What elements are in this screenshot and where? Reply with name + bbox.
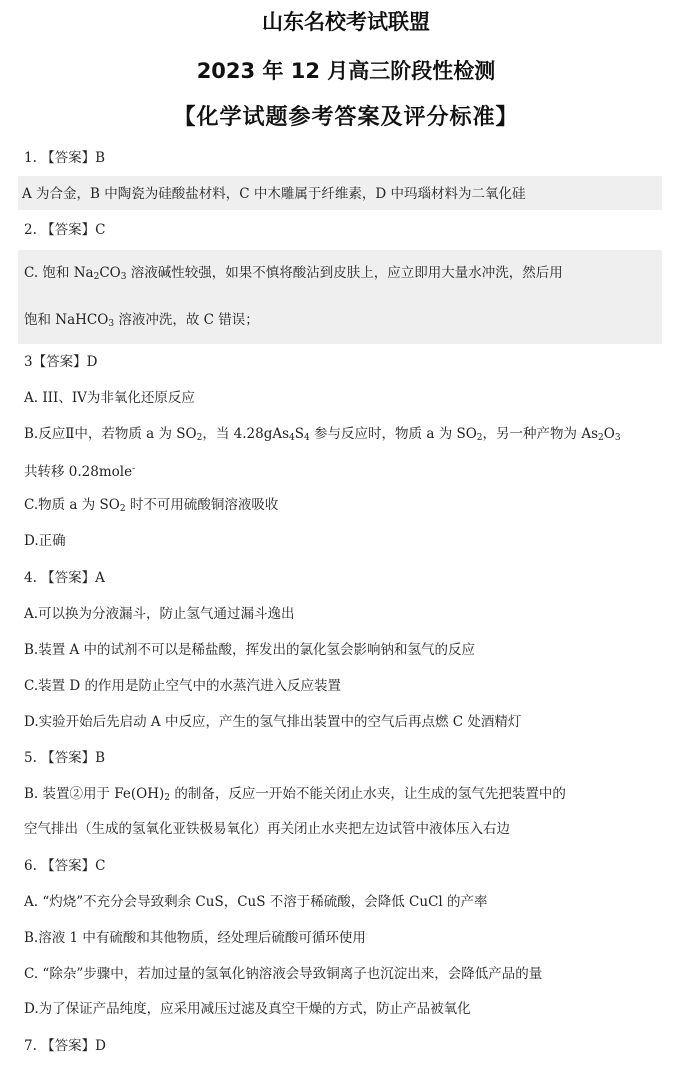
subscript: 3 [614, 433, 621, 443]
q4-option-a: A.可以换为分液漏斗，防止氢气通过漏斗逸出 [24, 606, 295, 622]
q4-option-b: B.装置 A 中的试剂不可以是稀盐酸，挥发出的氯化氢会影响钠和氢气的反应 [24, 642, 476, 658]
q3-option-b-line2 [24, 459, 135, 482]
text-segment: 饱和 NaHCO [24, 312, 109, 328]
q7-answer: 7. 【答案】D [24, 1038, 106, 1054]
q4-option-d: D.实验开始后先启动 A 中反应，产生的氢气排出装置中的空气后再点燃 C 处酒精灯 [24, 714, 522, 730]
text-segment: ，另一种产物为 As [482, 426, 598, 442]
text-segment: B.反应Ⅱ中，若物质 a 为 SO [24, 426, 197, 442]
q3-option-a: A. III、IV为非氧化还原反应 [24, 390, 195, 406]
text-segment: C. 饱和 Na [24, 265, 94, 281]
subscript: 2 [93, 272, 100, 282]
subscript: 2 [476, 433, 483, 443]
text-segment: 溶液碱性较强，如果不慎将酸沾到皮肤上，应立即用大量水冲洗，然后用 [126, 265, 563, 281]
q4-answer: 4. 【答案】A [24, 570, 105, 586]
q1-explanation: A 为合金，B 中陶瓷为硅酸盐材料，C 中木雕属于纤维素，D 中玛瑙材料为二氧化硅 [22, 186, 526, 202]
subscript: 4 [304, 433, 310, 443]
text-segment: 共转移 0.28mole [24, 464, 133, 480]
q3-option-c [24, 495, 278, 519]
q1-answer: 1. 【答案】B [24, 150, 106, 166]
q2-explanation-line1 [24, 263, 563, 287]
subscript: 2 [164, 793, 171, 803]
text-segment: S [294, 426, 305, 442]
text-segment: 溶液冲洗，故 C 错误； [114, 312, 259, 328]
q4-option-c: C.装置 D 的作用是防止空气中的水蒸汽进入反应装置 [24, 678, 342, 694]
subscript: 4 [289, 433, 295, 443]
text-segment: B. 装置②用于 Fe(OH) [24, 786, 165, 802]
text-segment: ，当 4.28gAs [202, 426, 290, 442]
subscript: 2 [598, 433, 604, 443]
q2-answer: 2. 【答案】C [24, 222, 106, 238]
q6-option-b: B.溶液 1 中有硫酸和其他物质，经处理后硫酸可循环使用 [24, 930, 366, 946]
exam-title: 2023 年 12 月高三阶段性检测 [196, 59, 496, 83]
superscript: - [132, 464, 136, 474]
subscript: 3 [108, 319, 115, 329]
q3-answer: 3【答案】D [24, 354, 98, 370]
subscript: 2 [119, 504, 126, 514]
text-segment: CO [99, 265, 121, 281]
text-segment: 的制备，反应一开始不能关闭止水夹，让生成的氢气先把装置中的 [170, 786, 566, 802]
q6-option-d: D.为了保证产品纯度，应采用减压过滤及真空干燥的方式，防止产品被氧化 [24, 1001, 471, 1017]
q6-option-c: C. “除杂”步骤中，若加过量的氢氧化钠溶液会导致铜离子也沉淀出来，会降低产品的量 [24, 966, 543, 982]
text-segment: C.物质 a 为 SO [24, 497, 120, 513]
q5-explanation-line2: 空气排出（生成的氢氧化亚铁极易氧化）再关闭止水夹把左边试管中液体压入右边 [24, 821, 510, 837]
text-segment: 参与反应时，物质 a 为 SO [309, 426, 477, 442]
q6-answer: 6. 【答案】C [24, 858, 106, 874]
q3-option-b-line1 [24, 424, 621, 448]
q2-explanation-line2 [24, 310, 259, 334]
text-segment: O [603, 426, 615, 442]
q3-option-d: D.正确 [24, 533, 66, 549]
q6-option-a: A. “灼烧”不充分会导致剩余 CuS，CuS 不溶于稀硫酸，会降低 CuCl 的产率 [24, 894, 488, 910]
text-segment: 时不可用硫酸铜溶液吸收 [125, 497, 279, 513]
subscript: 3 [120, 272, 127, 282]
q5-explanation-line1 [24, 784, 566, 808]
school-union-title: 山东名校考试联盟 [262, 10, 430, 34]
q5-answer: 5. 【答案】B [24, 750, 106, 766]
subscript: 2 [196, 433, 203, 443]
document-title: 【化学试题参考答案及评分标准】 [173, 105, 519, 130]
